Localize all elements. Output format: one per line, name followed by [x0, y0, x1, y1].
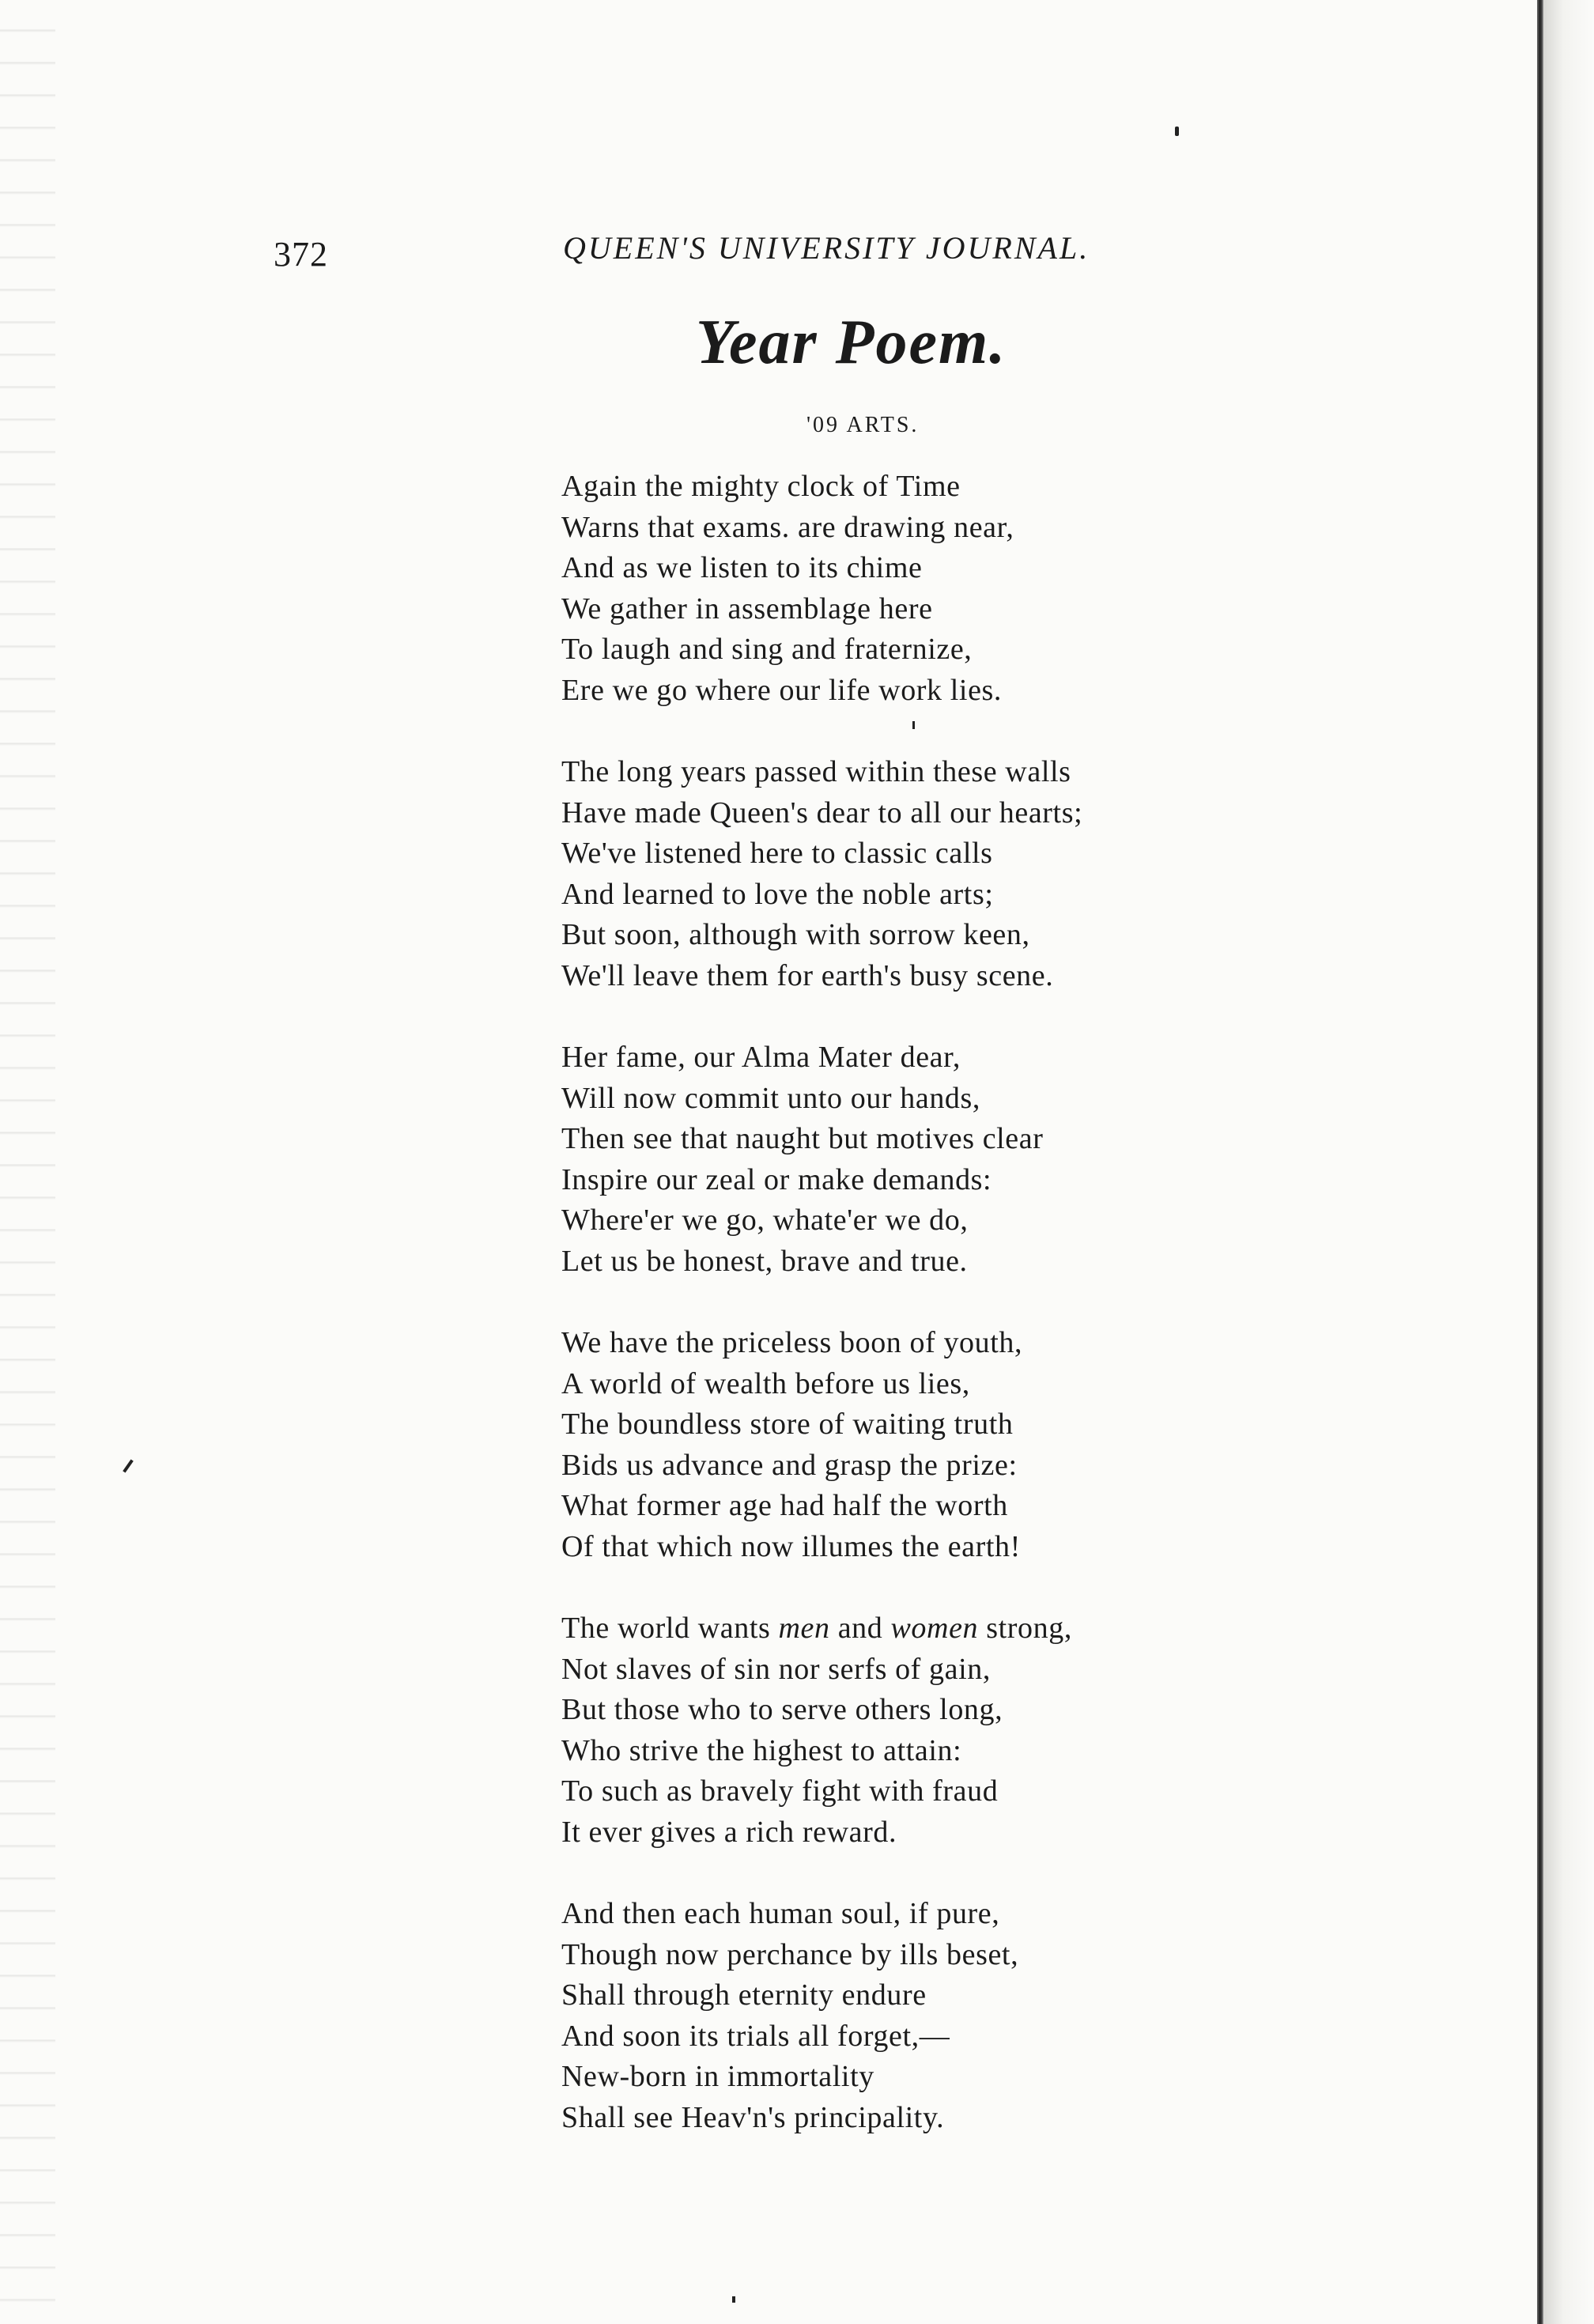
- poem-line: Warns that exams. are drawing near,: [561, 510, 1014, 544]
- poem-line: Though now perchance by ills beset,: [561, 1937, 1019, 1971]
- poem-line: Shall see Heav'n's principality.: [561, 2100, 945, 2134]
- poem-line: Will now commit unto our hands,: [561, 1081, 981, 1115]
- poem-title: Year Poem.: [696, 308, 1007, 377]
- poem-line: The long years passed within these walls: [561, 755, 1071, 788]
- poem-line: A world of wealth before us lies,: [561, 1366, 970, 1400]
- poem-line: Where'er we go, whate'er we do,: [561, 1204, 969, 1237]
- scan-speck: [1175, 127, 1179, 136]
- poem-line-with-italics: [561, 1608, 1431, 1649]
- italic-word-men: men: [778, 1612, 830, 1645]
- poem-line: Bids us advance and grasp the prize:: [561, 1448, 1018, 1482]
- poem-line: Not slaves of sin nor serfs of gain,: [561, 1652, 991, 1686]
- poem-line: New-born in immortality: [561, 2060, 874, 2093]
- poem-line: Of that which now illumes the earth!: [561, 1529, 1021, 1563]
- poem-line: The boundless store of waiting truth: [561, 1408, 1014, 1441]
- poem-line: Then see that naught but motives clear: [561, 1122, 1044, 1155]
- poem-line: Her fame, our Alma Mater dear,: [561, 1041, 961, 1074]
- scan-speck: [123, 1459, 134, 1472]
- poem-line: To such as bravely fight with fraud: [561, 1774, 999, 1808]
- poem-line: What former age had half the worth: [561, 1489, 1008, 1522]
- poem-line: Shall through eternity endure: [561, 1978, 927, 2012]
- poem-line: And soon its trials all forget,—: [561, 2019, 950, 2053]
- left-margin-speckle: [0, 0, 55, 2324]
- stanza: [561, 752, 1431, 996]
- line-text: strong,: [978, 1612, 1072, 1645]
- stanza: [561, 1037, 1431, 1282]
- poem-line: Let us be honest, brave and true.: [561, 1244, 968, 1278]
- poem-line: But soon, although with sorrow keen,: [561, 918, 1030, 951]
- stanza: [561, 1894, 1431, 2138]
- page-number: 372: [274, 235, 328, 274]
- poem-line: Again the mighty clock of Time: [561, 470, 961, 503]
- scan-speck: [732, 2296, 735, 2303]
- right-page-edge: [1537, 0, 1543, 2324]
- stanza: [561, 1608, 1431, 1853]
- poem-line: To laugh and sing and fraternize,: [561, 633, 973, 666]
- right-page-shadow: [1543, 0, 1594, 2324]
- poem-line: We've listened here to classic calls: [561, 837, 993, 870]
- poem-line: And as we listen to its chime: [561, 551, 923, 584]
- stanza: [561, 1323, 1431, 1567]
- poem-line: We'll leave them for earth's busy scene.: [561, 958, 1054, 992]
- poem-body: [561, 467, 1431, 2179]
- poem-line: Inspire our zeal or make demands:: [561, 1162, 992, 1196]
- line-text: The world wants: [561, 1612, 779, 1645]
- poem-line: We gather in assemblage here: [561, 591, 933, 625]
- poem-line: Ere we go where our life work lies.: [561, 673, 1003, 707]
- poem-line: Have made Queen's dear to all our hearts;: [561, 795, 1083, 829]
- poem-line: We have the priceless boon of youth,: [561, 1326, 1023, 1359]
- poem-line: And then each human soul, if pure,: [561, 1897, 1000, 1930]
- poem-line: Who strive the highest to attain:: [561, 1733, 962, 1767]
- class-year-line: '09 ARTS.: [806, 413, 920, 437]
- italic-word-women: women: [890, 1612, 979, 1645]
- running-head: QUEEN'S UNIVERSITY JOURNAL.: [563, 230, 1090, 266]
- poem-line: And learned to love the noble arts;: [561, 877, 994, 911]
- stanza: [561, 467, 1431, 711]
- poem-line: But those who to serve others long,: [561, 1693, 1003, 1726]
- poem-line: It ever gives a rich reward.: [561, 1815, 897, 1849]
- line-text: and: [829, 1612, 891, 1645]
